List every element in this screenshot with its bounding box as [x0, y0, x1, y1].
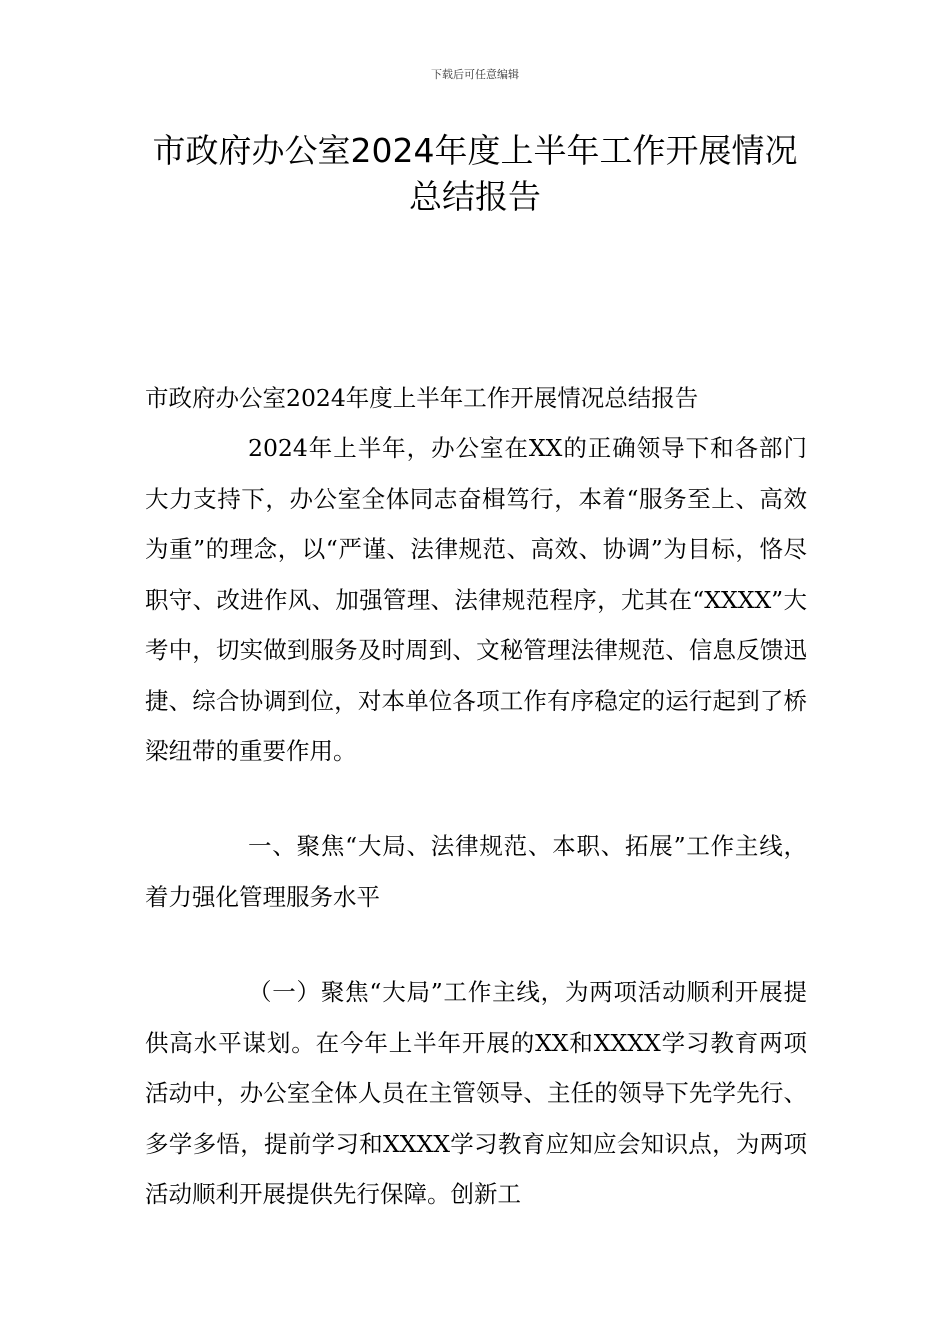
section-heading-1: 一、聚焦“大局、法律规范、本职、拓展”工作主线，着力强化管理服务水平 — [145, 832, 807, 911]
paragraph-intro: 2024年上半年，办公室在XX的正确领导下和各部门大力支持下，办公室全体同志奋楫笃行，本着“服务至上、高效为重”的理念，以“严谨、法律规范、高效、协调”为目标，恪尽职守、改进作风、加强管理、法律规范程序，尤其在“XXXX”大考中，切实做到服务及时周到、文秘管理法律规范、信息反馈迅捷、综合协调到位，对本单位各项工作有序稳定的运行起到了桥梁纽带的重要作用。 — [145, 434, 807, 765]
document-title: 市政府办公室2024年度上半年工作开展情况总结报告 — [152, 131, 798, 216]
document-subtitle: 市政府办公室2024年度上半年工作开展情况总结报告 — [145, 384, 699, 412]
paragraph-section-1-1: （一）聚焦“大局”工作主线，为两项活动顺利开展提供高水平谋划。在今年上半年开展的XX和XXXX学习教育两项活动中，办公室全体人员在主管领导、主任的领导下先学先行、多学多悟，提前学习和XXXX学习教育应知应会知识点，为两项活动顺利开展提供先行保障。创新工 — [145, 978, 807, 1208]
header-note: 下载后可任意编辑 — [431, 68, 519, 81]
